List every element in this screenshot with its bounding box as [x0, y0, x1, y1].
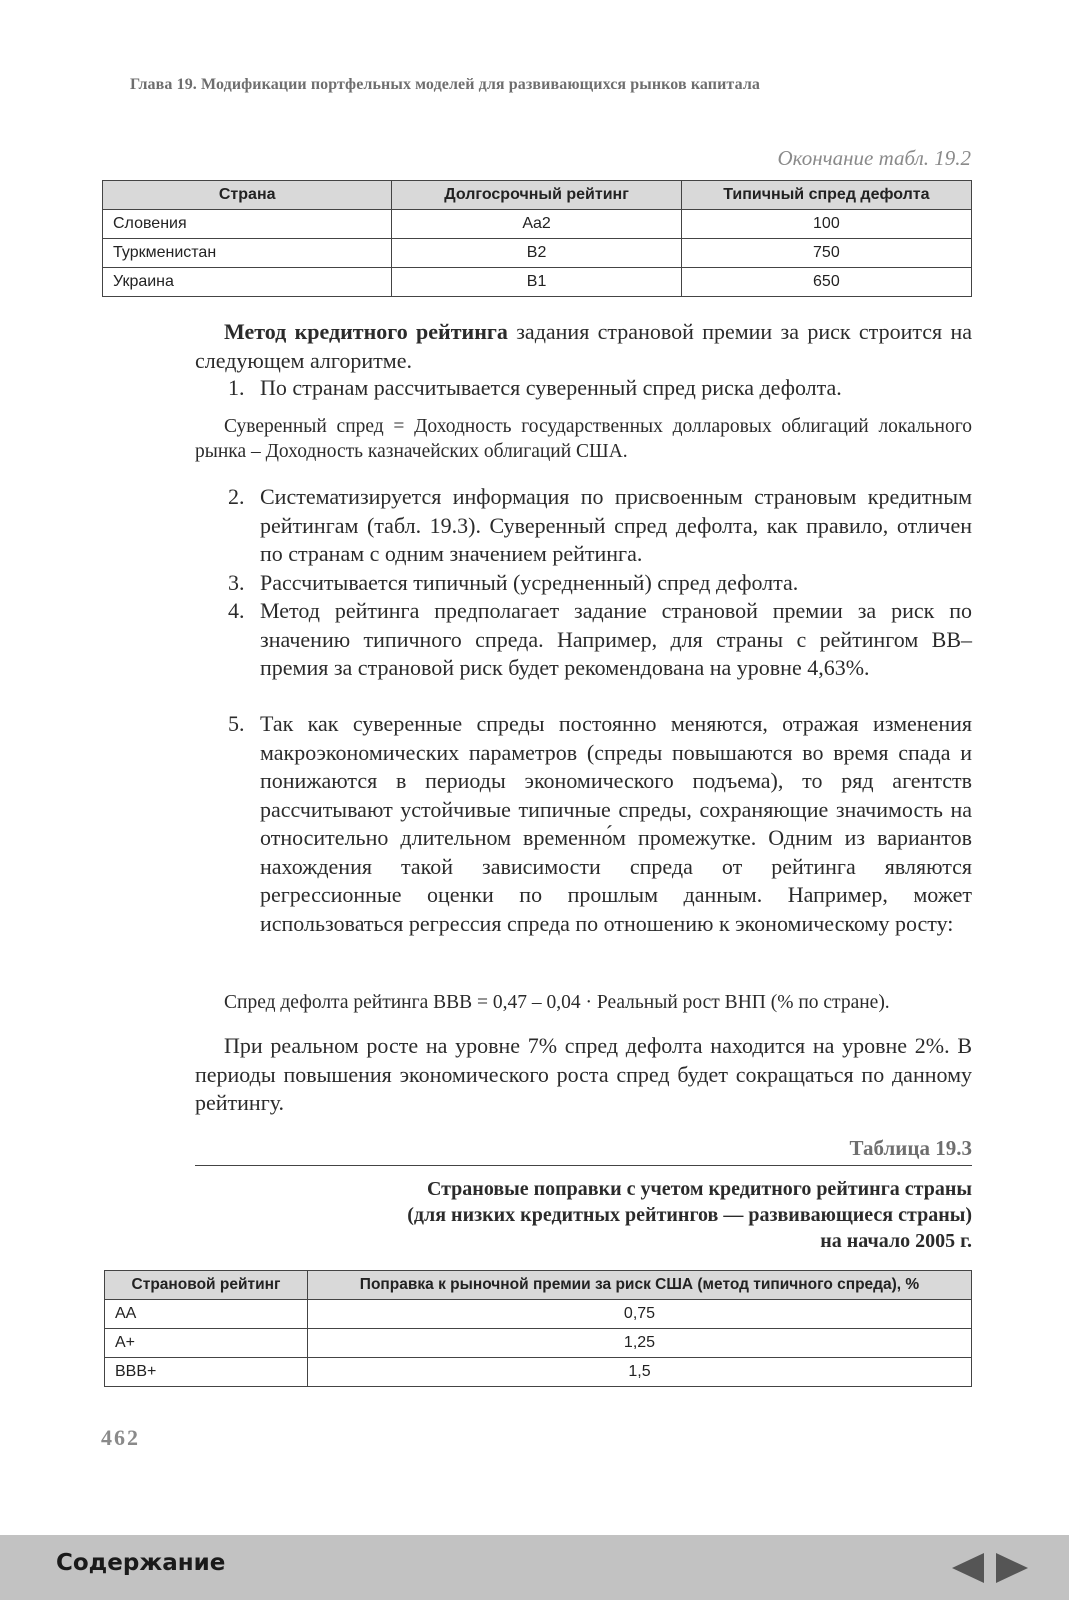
table-row — [105, 1358, 972, 1387]
table-row — [105, 1329, 972, 1358]
table-row — [105, 1300, 972, 1329]
list-number: 5. — [228, 711, 245, 736]
table-title — [272, 1176, 972, 1254]
list-number: 4. — [228, 598, 245, 623]
list-text: По странам рассчитывается суверенный спред риска дефолта. — [260, 375, 842, 400]
column-header-country: Страна — [103, 181, 392, 210]
column-header-country-rating: Страновой рейтинг — [105, 1271, 308, 1300]
triangle-right-icon — [994, 1552, 1030, 1584]
list-text: Так как суверенные спреды постоянно меняются, отражая изменения макроэкономических параметров (спреды повышаются во время спада и понижаются в периоды экономического подъема), то ряд агентств рассчитывают устойчивые типичные спреды, сохраняющие значимость на относительно длительном временно́м промежутке. Одним из вариантов нахождения такой зависимости спреда от рейтинга являются регрессионные оценки по прошлым данным. Например, может использоваться регрессия спреда по отношению к экономическому росту: — [260, 711, 972, 936]
table-header-row — [103, 181, 972, 210]
list-item-5 — [228, 710, 972, 938]
table-of-contents-button[interactable]: Содержание — [56, 1550, 226, 1576]
table-title-line: (для низких кредитных рейтингов — развивающиеся страны) — [407, 1204, 972, 1226]
list-item-4 — [228, 597, 972, 683]
running-header: Глава 19. Модификации портфельных моделей для развивающихся рынков капитала — [130, 76, 760, 93]
closing-paragraph: При реальном росте на уровне 7% спред дефолта находится на уровне 2%. В периоды повышения экономического роста спред будет сокращаться по данному рейтингу. — [195, 1033, 972, 1115]
table-cell: Туркменистан — [103, 239, 392, 268]
table-cell: A+ — [105, 1329, 308, 1358]
table-row — [103, 239, 972, 268]
table-header-row — [105, 1271, 972, 1300]
list-text: Рассчитывается типичный (усредненный) спред дефолта. — [260, 570, 799, 595]
triangle-left-icon — [950, 1552, 986, 1584]
table-row — [103, 210, 972, 239]
method-name-bold: Метод кредитного рейтинга — [224, 319, 508, 344]
list-item-3 — [228, 569, 972, 598]
next-page-button[interactable] — [994, 1552, 1030, 1584]
regression-formula: Спред дефолта рейтинга BBB = 0,47 – 0,04 · Реальный рост ВНП (% по стране). — [224, 992, 890, 1013]
table-cell: 650 — [681, 268, 971, 297]
table-cell: 1,25 — [308, 1329, 972, 1358]
list-item-2 — [228, 483, 972, 569]
table-cell: B1 — [392, 268, 681, 297]
footer-navigation-bar — [0, 1535, 1069, 1600]
list-number: 3. — [228, 570, 245, 595]
table-cell: Словения — [103, 210, 392, 239]
table-cell: Украина — [103, 268, 392, 297]
table-row — [103, 268, 972, 297]
intro-paragraph — [195, 318, 972, 375]
table-cell: 750 — [681, 239, 971, 268]
list-text: Систематизируется информация по присвоенным страновым кредитным рейтингам (табл. 19.3). Суверенный спред дефолта, как правило, отличен по странам с одним значением рейтинга. — [260, 484, 972, 566]
column-header-typical-spread: Типичный спред дефолта — [681, 181, 971, 210]
country-adjustment-table — [104, 1270, 972, 1387]
table-cell: BBB+ — [105, 1358, 308, 1387]
list-number: 2. — [228, 484, 245, 509]
sovereign-spread-formula: Суверенный спред = Доходность государственных долларовых облигаций локального рынка – Доходность казначейских облигаций США. — [195, 416, 972, 462]
intro-text: задания страновой премии за риск строится на следующем алгоритме. — [195, 319, 972, 373]
table-cell: Aa2 — [392, 210, 681, 239]
table-cell: AA — [105, 1300, 308, 1329]
table-cell: 100 — [681, 210, 971, 239]
page-number: 462 — [101, 1425, 140, 1450]
previous-page-button[interactable] — [950, 1552, 986, 1584]
column-header-long-term-rating: Долгосрочный рейтинг — [392, 181, 681, 210]
table-continuation-label: Окончание табл. 19.2 — [777, 146, 971, 170]
caption-divider — [195, 1165, 972, 1166]
table-cell: B2 — [392, 239, 681, 268]
list-item-1 — [228, 374, 972, 403]
table-cell: 0,75 — [308, 1300, 972, 1329]
country-rating-table — [102, 180, 972, 297]
table-number-label: Таблица 19.3 — [849, 1136, 972, 1160]
list-text: Метод рейтинга предполагает задание страновой премии за риск по значению типичного спреда. Например, для страны с рейтингом BB– премия за страновой риск будет рекомендована на уровне 4,63%. — [260, 598, 972, 680]
table-cell: 1,5 — [308, 1358, 972, 1387]
table-title-line: Страновые поправки с учетом кредитного рейтинга страны — [426, 1178, 972, 1200]
list-number: 1. — [228, 375, 245, 400]
column-header-adjustment: Поправка к рыночной премии за риск США (метод типичного спреда), % — [308, 1271, 972, 1300]
table-title-line: на начало 2005 г. — [820, 1230, 972, 1252]
